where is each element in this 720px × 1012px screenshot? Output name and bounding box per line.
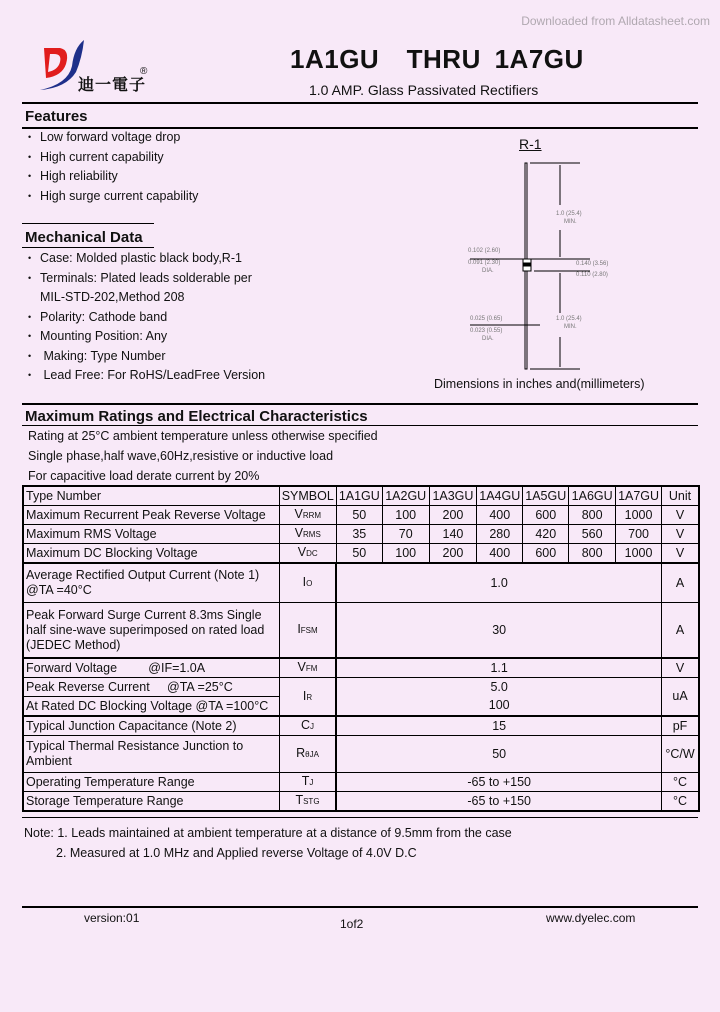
value-cell: 1.0: [336, 563, 661, 603]
mechanical-underline: [22, 247, 154, 248]
symbol: T: [301, 774, 310, 788]
symbol-cell: [279, 544, 336, 564]
ratings-topline: [22, 403, 698, 405]
param-cell: [23, 563, 279, 603]
symbol-sub: STG: [303, 797, 320, 806]
value-cell: 140: [429, 525, 477, 544]
value-cell: 560: [569, 525, 616, 544]
unit-cell: V: [662, 506, 699, 525]
rating-condition: For capacitive load derate current by 20%: [28, 469, 260, 483]
notes: [24, 823, 512, 863]
symbol-cell: [279, 525, 336, 544]
table-row: [23, 792, 699, 812]
mechanical-item: • Mounting Position: Any: [24, 327, 265, 347]
table-row: [23, 603, 699, 659]
symbol: V: [297, 545, 307, 559]
mechanical-item: • Case: Molded plastic black body,R-1: [24, 249, 265, 269]
symbol: C: [300, 718, 311, 732]
unit-cell: °C/W: [662, 736, 699, 773]
dimensions-caption: Dimensions in inches and(millimeters): [434, 377, 645, 391]
param-cell: Typical Junction Capacitance (Note 2): [23, 716, 279, 736]
param-cell: Typical Thermal Resistance Junction to Ambient: [23, 736, 279, 773]
footer-website-link[interactable]: www.dyelec.com: [546, 911, 636, 925]
symbol-sub: J: [310, 722, 315, 731]
specifications-table: [22, 485, 700, 812]
features-list: [24, 128, 198, 206]
value-cell: 5.0: [336, 678, 661, 697]
symbol-cell: [279, 773, 336, 792]
footer-page-number: 1of2: [340, 917, 364, 931]
symbol: V: [294, 526, 304, 540]
mechanical-list: [24, 249, 265, 386]
table-row: [23, 736, 699, 773]
value-cell: -65 to +150: [336, 773, 661, 792]
value-cell: 800: [569, 506, 616, 525]
mechanical-item: • Lead Free: For RoHS/LeadFree Version: [24, 366, 265, 386]
unit-cell: A: [662, 563, 699, 603]
table-row: [23, 773, 699, 792]
mechanical-item: • Polarity: Cathode band: [24, 308, 265, 328]
header-symbol: SYMBOL: [279, 486, 336, 506]
svg-text:0.102 (2.60): 0.102 (2.60): [468, 248, 501, 254]
package-label: R-1: [519, 136, 542, 152]
symbol-cell: [279, 506, 336, 525]
package-outline-diagram: [460, 155, 640, 375]
svg-text:MIN.: MIN.: [564, 324, 577, 330]
footer-divider: [22, 906, 698, 908]
symbol-cell: [279, 792, 336, 812]
rating-condition: Rating at 25°C ambient temperature unless otherwise specified: [28, 429, 378, 443]
param-cell: Maximum DC Blocking Voltage: [23, 544, 279, 564]
param-text: @TA =40°C: [26, 583, 92, 597]
svg-text:MIN.: MIN.: [564, 219, 577, 225]
mechanical-item: • Making: Type Number: [24, 347, 265, 367]
symbol-sub: θJA: [305, 750, 319, 759]
svg-text:1.0 (25.4): 1.0 (25.4): [556, 211, 582, 217]
note-2: 2. Measured at 1.0 MHz and Applied reverse Voltage of 4.0V D.C: [56, 846, 417, 860]
mechanical-item: MIL-STD-202,Method 208: [40, 290, 185, 304]
param-cell: Operating Temperature Range: [23, 773, 279, 792]
header-type: 1A7GU: [616, 486, 662, 506]
note-1: Note: 1. Leads maintained at ambient temperature at a distance of 9.5mm from the case: [24, 826, 512, 840]
value-cell: 600: [523, 506, 569, 525]
symbol-cell: [279, 736, 336, 773]
value-cell: 100: [382, 544, 429, 564]
value-cell: 70: [382, 525, 429, 544]
symbol-sub: FM: [305, 664, 318, 673]
svg-text:1.0 (25.4): 1.0 (25.4): [556, 316, 582, 322]
param-cell: Peak Reverse Current @TA =25°C: [23, 678, 279, 697]
header-type-number: Type Number: [23, 486, 279, 506]
watermark: Downloaded from Alldatasheet.com: [521, 14, 710, 28]
rating-condition: Single phase,half wave,60Hz,resistive or inductive load: [28, 449, 334, 463]
feature-item: • High reliability: [24, 167, 198, 187]
feature-item: • High surge current capability: [24, 187, 198, 207]
symbol-sub: RRM: [302, 511, 322, 520]
feature-item: • Low forward voltage drop: [24, 128, 198, 148]
symbol: T: [295, 793, 304, 807]
value-cell: 100: [382, 506, 429, 525]
value-cell: 50: [336, 506, 382, 525]
table-row: [23, 678, 699, 697]
table-header-row: [23, 486, 699, 506]
value-cell: 200: [429, 506, 477, 525]
param-text: Average Rectified Output Current (Note 1): [26, 568, 260, 582]
param-cell: Maximum Recurrent Peak Reverse Voltage: [23, 506, 279, 525]
unit-cell: °C: [662, 792, 699, 812]
param-cell: Storage Temperature Range: [23, 792, 279, 812]
symbol: I: [302, 575, 307, 589]
param-cell: Forward Voltage @IF=1.0A: [23, 658, 279, 678]
header-unit: Unit: [662, 486, 699, 506]
header-type: 1A3GU: [429, 486, 477, 506]
registered-mark: ®: [140, 66, 148, 77]
param-cell: At Rated DC Blocking Voltage @TA =100°C: [23, 697, 279, 717]
header-type: 1A4GU: [477, 486, 523, 506]
symbol-sub: DC: [306, 549, 318, 558]
ratings-title: Maximum Ratings and Electrical Characteristics: [25, 408, 368, 425]
value-cell: 1000: [616, 506, 662, 525]
ratings-underline: [22, 425, 698, 426]
mechanical-topline: [22, 223, 154, 224]
symbol-sub: RMS: [303, 530, 321, 539]
symbol: V: [294, 507, 303, 521]
footer-version: version:01: [84, 911, 140, 925]
value-cell: 280: [477, 525, 523, 544]
value-cell: 1.1: [336, 658, 661, 678]
table-row: [23, 506, 699, 525]
unit-cell: uA: [662, 678, 699, 717]
symbol: R: [296, 746, 306, 760]
value-cell: 100: [336, 697, 661, 717]
symbol: V: [297, 660, 306, 674]
svg-text:0.110 (2.80): 0.110 (2.80): [576, 272, 608, 278]
notes-topline: [22, 817, 698, 818]
svg-text:0.025 (0.65): 0.025 (0.65): [470, 316, 503, 322]
symbol-cell: [279, 563, 336, 603]
mechanical-item: • Terminals: Plated leads solderable per: [24, 269, 265, 289]
table-row: [23, 716, 699, 736]
value-cell: 400: [477, 544, 523, 564]
value-cell: 35: [336, 525, 382, 544]
header-type: 1A6GU: [569, 486, 616, 506]
table-row: [23, 544, 699, 564]
feature-item: • High current capability: [24, 148, 198, 168]
page-title: 1A1GU THRU 1A7GU: [290, 44, 584, 74]
header-type: 1A1GU: [336, 486, 382, 506]
symbol-cell: [279, 603, 336, 659]
header-divider: [22, 102, 698, 104]
svg-text:0.023 (0.55): 0.023 (0.55): [470, 328, 503, 334]
value-cell: 800: [569, 544, 616, 564]
page-subtitle: 1.0 AMP. Glass Passivated Rectifiers: [309, 82, 539, 98]
symbol-sub: O: [306, 579, 313, 588]
symbol-cell: [279, 678, 336, 717]
symbol-sub: R: [306, 692, 313, 702]
company-name: 迪一電子: [78, 75, 147, 94]
value-cell: 15: [336, 716, 661, 736]
table-row: [23, 658, 699, 678]
svg-text:DIA.: DIA.: [482, 336, 494, 342]
symbol-cell: [279, 658, 336, 678]
svg-text:0.140 (3.56): 0.140 (3.56): [576, 261, 609, 267]
value-cell: 1000: [616, 544, 662, 564]
symbol-sub: FSM: [300, 626, 318, 635]
param-cell: Peak Forward Surge Current 8.3ms Single half sine-wave superimposed on rated load (JEDEC Method): [23, 603, 279, 659]
table-row: [23, 563, 699, 603]
value-cell: 700: [616, 525, 662, 544]
table-row: [23, 697, 699, 717]
unit-cell: pF: [662, 716, 699, 736]
value-cell: 50: [336, 736, 661, 773]
value-cell: 600: [523, 544, 569, 564]
unit-cell: V: [662, 658, 699, 678]
value-cell: 30: [336, 603, 661, 659]
value-cell: 200: [429, 544, 477, 564]
unit-cell: V: [662, 544, 699, 564]
svg-text:DIA.: DIA.: [482, 268, 494, 274]
table-row: [23, 525, 699, 544]
value-cell: 420: [523, 525, 569, 544]
mechanical-title: Mechanical Data: [25, 229, 143, 246]
value-cell: 400: [477, 506, 523, 525]
symbol-sub: J: [309, 778, 314, 787]
unit-cell: °C: [662, 773, 699, 792]
header-type: 1A2GU: [382, 486, 429, 506]
header-type: 1A5GU: [523, 486, 569, 506]
unit-cell: A: [662, 603, 699, 659]
value-cell: -65 to +150: [336, 792, 661, 812]
unit-cell: V: [662, 525, 699, 544]
symbol: I: [302, 688, 307, 703]
svg-text:0.091 (2.30): 0.091 (2.30): [468, 260, 501, 266]
features-title: Features: [25, 108, 88, 125]
symbol-cell: [279, 716, 336, 736]
symbol: I: [297, 622, 301, 636]
param-cell: Maximum RMS Voltage: [23, 525, 279, 544]
value-cell: 50: [336, 544, 382, 564]
